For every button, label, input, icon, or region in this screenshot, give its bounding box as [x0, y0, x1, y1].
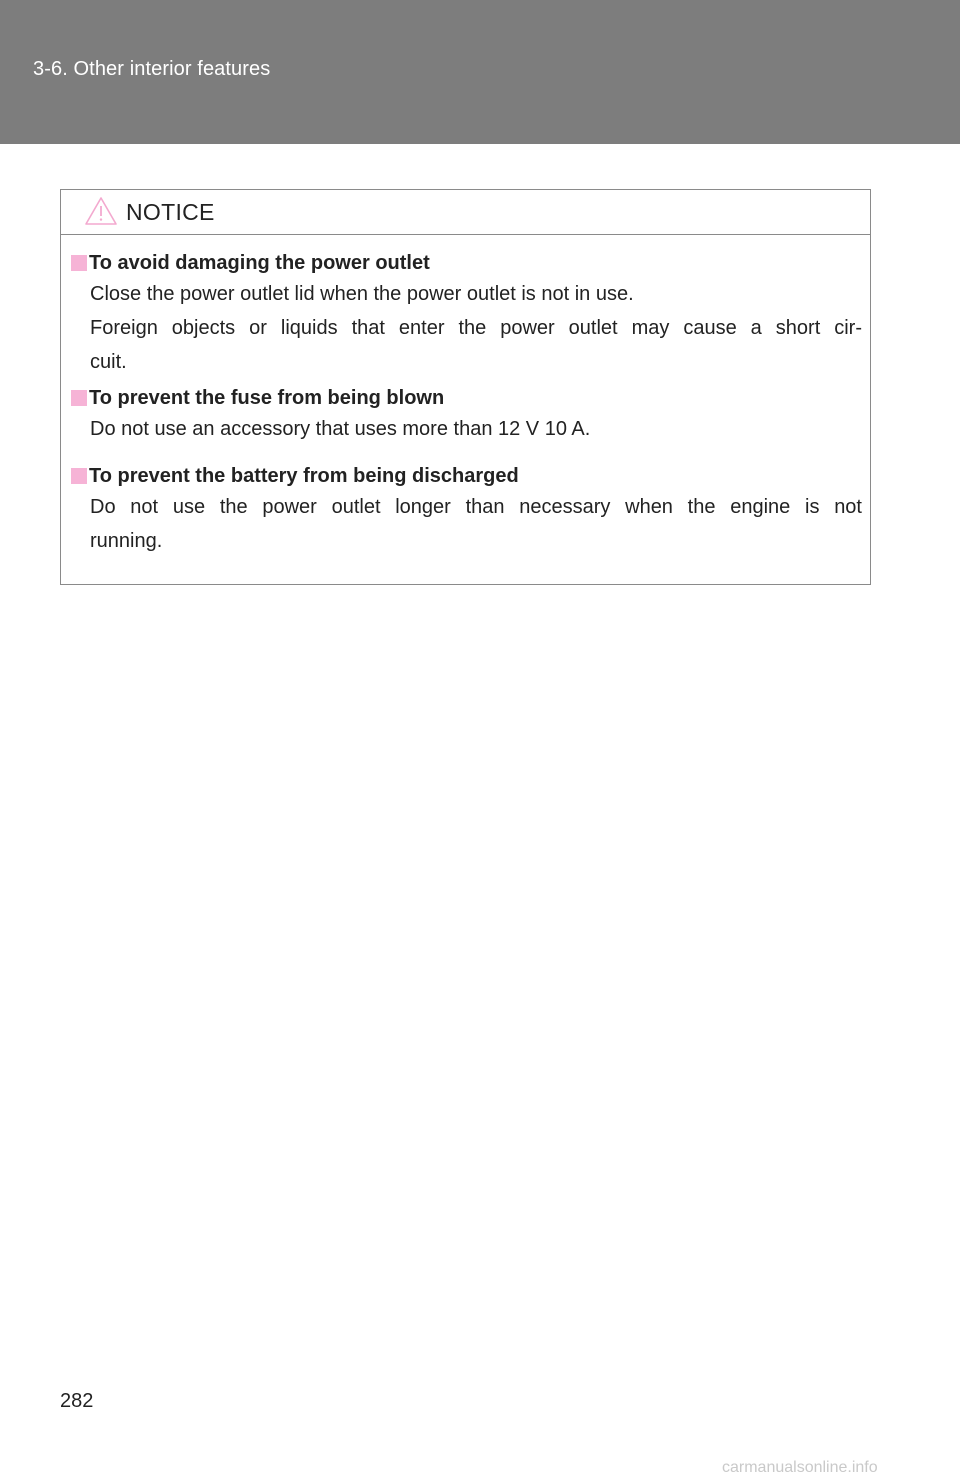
- square-bullet-icon: [71, 255, 87, 271]
- notice-box: [60, 189, 871, 585]
- item-line: running.: [90, 530, 163, 552]
- header-band: [0, 0, 960, 144]
- item-heading: To avoid damaging the power outlet: [89, 252, 430, 274]
- warning-triangle-icon: [84, 196, 118, 226]
- notice-header: [61, 190, 870, 235]
- item-line: cuit.: [90, 351, 127, 373]
- section-title: 3-6. Other interior features: [33, 58, 271, 80]
- square-bullet-icon: [71, 390, 87, 406]
- item-line: Close the power outlet lid when the power outlet is not in use.: [90, 283, 634, 305]
- item-text: [90, 490, 862, 558]
- item-line: Do not use the power outlet longer than necessary when the engine is not: [90, 496, 862, 518]
- notice-title: NOTICE: [126, 199, 215, 225]
- page-number: 282: [60, 1390, 94, 1412]
- square-bullet-icon: [71, 468, 87, 484]
- item-text: [90, 412, 862, 446]
- watermark: carmanualsonline.info: [722, 1459, 878, 1476]
- item-text: [90, 277, 862, 379]
- item-heading: To prevent the fuse from being blown: [89, 387, 445, 409]
- item-line: Foreign objects or liquids that enter the power outlet may cause a short cir-: [90, 317, 862, 339]
- item-heading: To prevent the battery from being discharged: [89, 465, 519, 487]
- item-line: Do not use an accessory that uses more than 12 V 10 A.: [90, 418, 591, 440]
